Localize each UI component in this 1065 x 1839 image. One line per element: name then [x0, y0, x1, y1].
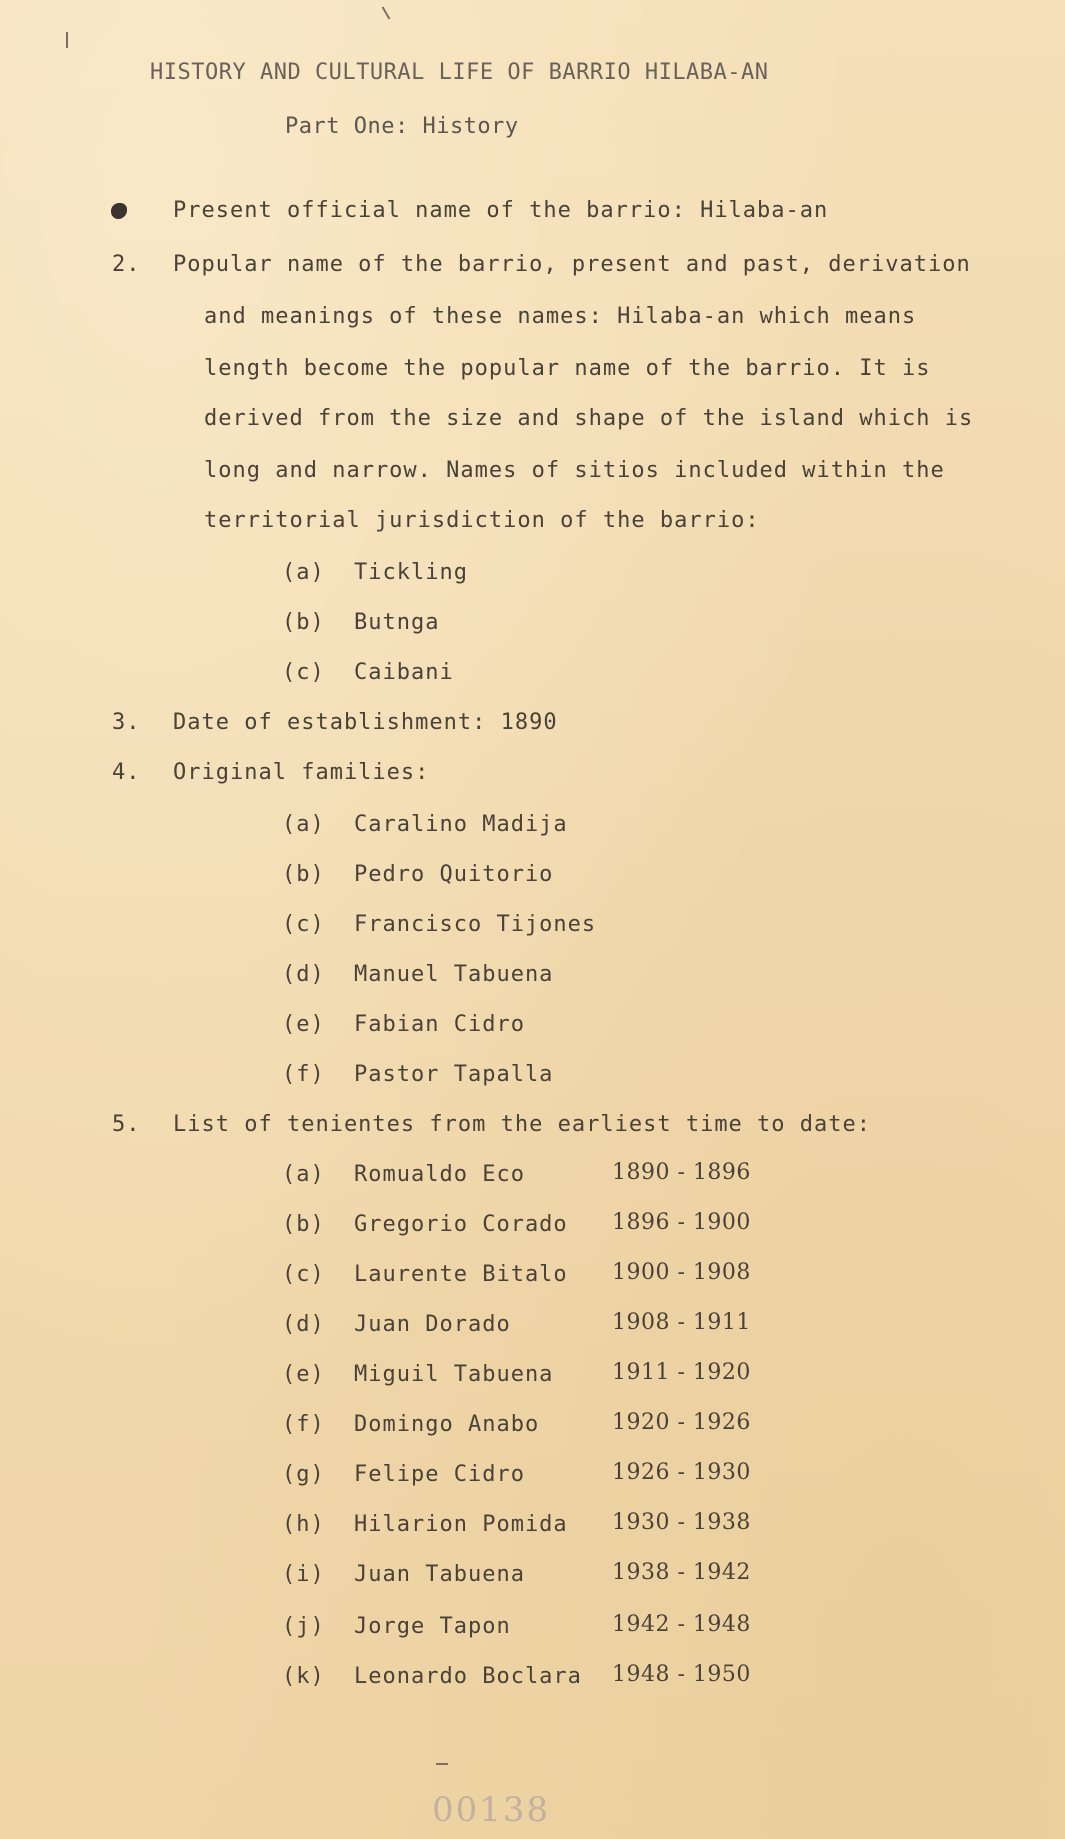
teniente-years: 1896 - 1900	[612, 1210, 751, 1235]
footer-dash	[436, 1763, 448, 1765]
sitio-letter: (b)	[282, 610, 325, 635]
teniente-name: Juan Tabuena	[354, 1562, 525, 1587]
family-name: Caralino Madija	[354, 812, 568, 837]
item-2-line-2: and meanings of these names: Hilaba-an which means	[204, 304, 917, 329]
item-5-number: 5.	[112, 1112, 141, 1137]
teniente-letter: (g)	[282, 1462, 325, 1487]
teniente-letter: (k)	[282, 1664, 325, 1689]
family-letter: (f)	[282, 1062, 325, 1087]
item-1-text: Present official name of the barrio: Hilaba-an	[173, 198, 829, 223]
teniente-years: 1900 - 1908	[612, 1260, 751, 1285]
teniente-letter: (f)	[282, 1412, 325, 1437]
page-stamp: 00138	[432, 1790, 551, 1830]
teniente-name: Hilarion Pomida	[354, 1512, 568, 1537]
teniente-years: 1942 - 1948	[612, 1612, 751, 1637]
item-2-line-5: long and narrow. Names of sitios included within the	[204, 458, 945, 483]
teniente-years: 1911 - 1920	[612, 1360, 751, 1385]
teniente-name: Leonardo Boclara	[354, 1664, 582, 1689]
teniente-name: Felipe Cidro	[354, 1462, 525, 1487]
teniente-name: Romualdo Eco	[354, 1162, 525, 1187]
sitio-name: Caibani	[354, 660, 454, 685]
teniente-name: Jorge Tapon	[354, 1614, 511, 1639]
teniente-name: Miguil Tabuena	[354, 1362, 554, 1387]
item-3-number: 3.	[112, 710, 141, 735]
family-name: Francisco Tijones	[354, 912, 597, 937]
family-name: Pastor Tapalla	[354, 1062, 554, 1087]
teniente-years: 1920 - 1926	[612, 1410, 751, 1435]
family-name: Manuel Tabuena	[354, 962, 554, 987]
family-letter: (c)	[282, 912, 325, 937]
family-name: Pedro Quitorio	[354, 862, 554, 887]
family-letter: (a)	[282, 812, 325, 837]
teniente-letter: (d)	[282, 1312, 325, 1337]
sitio-letter: (a)	[282, 560, 325, 585]
item-3-text: Date of establishment: 1890	[173, 710, 558, 735]
sitio-name: Tickling	[354, 560, 468, 585]
teniente-name: Domingo Anabo	[354, 1412, 540, 1437]
sitio-name: Butnga	[354, 610, 440, 635]
teniente-name: Juan Dorado	[354, 1312, 511, 1337]
teniente-years: 1926 - 1930	[612, 1460, 751, 1485]
teniente-years: 1930 - 1938	[612, 1510, 751, 1535]
document-title: HISTORY AND CULTURAL LIFE OF BARRIO HILABA-AN	[150, 60, 769, 85]
teniente-letter: (i)	[282, 1562, 325, 1587]
teniente-years: 1948 - 1950	[612, 1662, 751, 1687]
family-letter: (d)	[282, 962, 325, 987]
item-2-line-6: territorial jurisdiction of the barrio:	[204, 508, 760, 533]
teniente-letter: (j)	[282, 1614, 325, 1639]
item-5-text: List of tenientes from the earliest time to date:	[173, 1112, 872, 1137]
family-letter: (e)	[282, 1012, 325, 1037]
teniente-letter: (a)	[282, 1162, 325, 1187]
item-1-number	[112, 198, 141, 223]
teniente-name: Gregorio Corado	[354, 1212, 568, 1237]
teniente-letter: (h)	[282, 1512, 325, 1537]
family-letter: (b)	[282, 862, 325, 887]
item-2-number: 2.	[112, 252, 141, 277]
margin-tick	[66, 32, 68, 48]
teniente-name: Laurente Bitalo	[354, 1262, 568, 1287]
teniente-years: 1890 - 1896	[612, 1160, 751, 1185]
teniente-years: 1908 - 1911	[612, 1310, 751, 1335]
sitio-letter: (c)	[282, 660, 325, 685]
document-subtitle: Part One: History	[285, 114, 519, 139]
item-4-text: Original families:	[173, 760, 430, 785]
pencil-mark	[382, 6, 391, 19]
teniente-letter: (c)	[282, 1262, 325, 1287]
item-2-line-1: Popular name of the barrio, present and past, derivation	[173, 252, 971, 277]
item-4-number: 4.	[112, 760, 141, 785]
item-2-line-4: derived from the size and shape of the island which is	[204, 406, 974, 431]
item-2-line-3: length become the popular name of the barrio. It is	[204, 356, 931, 381]
teniente-letter: (b)	[282, 1212, 325, 1237]
family-name: Fabian Cidro	[354, 1012, 525, 1037]
teniente-years: 1938 - 1942	[612, 1560, 751, 1585]
teniente-letter: (e)	[282, 1362, 325, 1387]
